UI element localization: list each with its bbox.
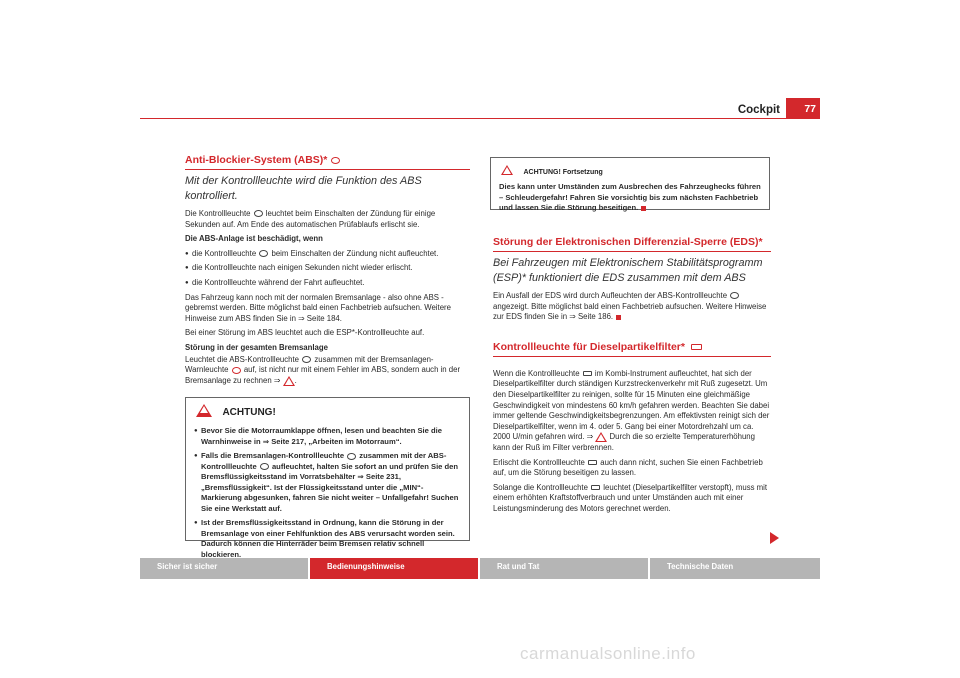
abs-heading [185, 154, 470, 170]
list-item: ● die Kontrollleuchte während der Fahrt aufleuchtet. [185, 278, 470, 289]
next-page-arrow-icon[interactable] [770, 532, 779, 544]
eds-subheading: Bei Fahrzeugen mit Elektronischem Stabilitätsprogramm (ESP)* funktioniert die EDS zusammen mit dem ABS [493, 257, 763, 284]
dpf-heading-text: Kontrollleuchte für Dieselpartikelfilter* [493, 340, 685, 353]
list-item [194, 451, 461, 514]
brake-warning-icon [232, 367, 241, 374]
abs-subheading: Mit der Kontrollleuchte wird die Funktion des ABS kontrolliert. [185, 175, 422, 202]
abs-icon [259, 250, 268, 257]
text: Erlischt die Kontrollleuchte [493, 457, 585, 467]
abs-icon [260, 463, 269, 470]
dpf-para-3 [493, 483, 771, 515]
list-item: ● Ist der Bremsflüssigkeitsstand in Ordnung, kann die Störung in der Bremsanlage von einer Fehlfunktion des ABS verursacht worden sein. Dadurch können die Hinterräder beim Bremsen relativ schnell blockieren. [194, 518, 461, 560]
footer-tab-rat[interactable] [480, 558, 648, 579]
text: Dies kann unter Umständen zum Ausbrechen des Fahrzeughecks führen – Schleudergefahr! Fahren Sie vorsichtig bis zum nächsten Fachbetrieb und lassen Sie die Störung beseitigen. [499, 182, 761, 212]
warning-title: ACHTUNG! [222, 407, 276, 418]
header-rule [140, 118, 820, 119]
abs-icon [254, 210, 263, 217]
dpf-icon [691, 344, 702, 350]
text: Durch die so erzielte Temperaturerhöhung kann der Ruß im Filter verbrennen. [493, 432, 755, 452]
text: Leuchtet die ABS-Kontrollleuchte [185, 354, 299, 364]
abs-para-1 [185, 209, 470, 230]
text: zusammen mit der ABS-Kontrollleuchte [201, 451, 447, 471]
warning-triangle-icon [196, 404, 212, 417]
dpf-icon [591, 485, 600, 490]
warning-triangle-icon [595, 432, 607, 442]
achtung-warning-box [185, 397, 470, 559]
list-item [185, 249, 470, 260]
achtung-continuation-box [490, 157, 770, 210]
page-number: 77 [786, 98, 820, 118]
text: Ein Ausfall der EDS wird durch Aufleuchten der ABS-Kontrollleuchte [493, 291, 728, 300]
brake-warning-icon [347, 453, 356, 460]
warning-triangle-icon [283, 376, 295, 386]
dpf-para-2 [493, 458, 771, 479]
abs-defect-label: Die ABS-Anlage ist beschädigt, wenn [185, 234, 323, 244]
watermark: carmanualsonline.info [520, 644, 696, 663]
text: Solange die Kontrollleuchte [493, 482, 588, 492]
text: beim Einschalten der Zündung nicht aufleuchtet. [271, 248, 439, 258]
right-column [493, 236, 771, 519]
text: aufleuchtet, halten Sie sofort an und prüfen Sie den Bremsflüssigkeitsstand im Vorratsbehälter ⇒ Seite 231, „Bremsflüssigkeit“. Ist der Flüssigkeitsstand unter die „MIN“-Markierung abgesunken, fahren Sie nicht weiter – Unfallgefahr! Suchen Sie eine Werkstatt auf. [201, 461, 459, 513]
footer-tab-bedienung[interactable] [310, 558, 478, 579]
abs-defect-list [185, 249, 470, 289]
footer-tab-label: Sicher ist sicher [157, 562, 218, 571]
text: angezeigt. Bitte möglichst bald einen Fachbetrieb aufsuchen. Weitere Hinweise zur EDS finden Sie in ⇒ Seite 186. [493, 301, 767, 322]
text: Wenn die Kontrollleuchte [493, 368, 580, 378]
warning-header [491, 158, 769, 179]
warning-triangle-icon [501, 165, 513, 175]
dpf-icon [583, 371, 592, 376]
footer-tab-label: Rat und Tat [497, 562, 540, 571]
warning-title: ACHTUNG! Fortsetzung [523, 169, 603, 176]
abs-icon [302, 356, 311, 363]
abs-warning-icon [331, 157, 340, 164]
end-mark [641, 206, 646, 211]
page-header-title: Cockpit [737, 104, 780, 116]
left-column [185, 154, 470, 390]
text: leuchtet (Dieselpartikelfilter verstopft), muss mit einem erhöhten Kraftstoffverbrauch und unter Umständen auch mit einer Leistungsminderung des Motors gerechnet werden. [493, 482, 768, 513]
abs-para-2: Das Fahrzeug kann noch mit der normalen Bremsanlage - also ohne ABS - gebremst werden. Bitte möglichst bald einen Fachbetrieb aufsuchen. Weitere Hinweise zum ABS finden Sie in ⇒ Seite 184. [185, 292, 451, 323]
warning-header [186, 398, 469, 420]
text: im Kombi-Instrument aufleuchtet, hat sich der Dieselpartikelfilter durch ständigen Kurzstreckenverkehr mit Ruß zugesetzt. Um den Dieselpartikelfilter zu reinigen, sollte für 15 Minuten eine gleichmäßige Geschwindigkeit von mindestens 60 km/h gefahren werden. Beachten Sie dabei immer geltende Geschwindigkeitsbegrenzungen. Am effektivsten reinigt sich der Dieselpartikelfilter, wenn im 4. oder 5. Gang bei einer Motordrehzahl um ca. 2000 U/min gefahren wird. ⇒ [493, 368, 770, 442]
list-item: ● Bevor Sie die Motorraumklappe öffnen, lesen und beachten Sie die Warnhinweise in ⇒ Seite 217, „Arbeiten im Motorraum“. [194, 426, 461, 447]
end-mark [616, 315, 621, 320]
footer-tab-label: Bedienungshinweise [327, 562, 405, 571]
abs-heading-text: Anti-Blockier-System (ABS)* [185, 154, 328, 166]
footer-tab-sicher[interactable] [140, 558, 308, 579]
text: zusammen mit der Bremsanlagen-Warnleuchte [185, 354, 434, 375]
footer-tab-technische[interactable] [650, 558, 820, 579]
dpf-para-1 [493, 369, 771, 454]
warning-list [186, 424, 469, 570]
footer-tab-label: Technische Daten [667, 562, 734, 571]
total-failure-label: Störung in der gesamten Bremsanlage [185, 342, 328, 352]
list-item: ● die Kontrollleuchte nach einigen Sekunden nicht wieder erlischt. [185, 263, 470, 274]
text: auf, ist nicht nur mit einem Fehler im ABS, sondern auch in der Bremsanlage zu rechnen ⇒ [185, 365, 461, 385]
warning-body [491, 179, 769, 220]
text: leuchtet beim Einschalten der Zündung für einige Sekunden auf. Am Ende des automatischen Prüfablaufs erlischt sie. [185, 209, 436, 229]
dpf-heading [493, 341, 771, 357]
text: Die Kontrollleuchte [185, 209, 251, 218]
eds-para [493, 291, 771, 323]
eds-heading: Störung der Elektronischen Differenzial-Sperre (EDS)* [493, 236, 771, 252]
footer-nav [140, 558, 820, 579]
abs-icon [730, 292, 739, 299]
text: die Kontrollleuchte [192, 248, 257, 258]
text: Falls die Bremsanlagen-Kontrollleuchte [201, 451, 345, 460]
dpf-icon [588, 460, 597, 465]
abs-para-3: Bei einer Störung im ABS leuchtet auch die ESP*-Kontrollleuchte auf. [185, 328, 425, 338]
text: auch dann nicht, suchen Sie einen Fachbetrieb auf, um die Störung beseitigen zu lassen. [493, 457, 763, 478]
abs-para-4: Leuchtet die ABS-Kontrollleuchte zusammen mit der Bremsanlagen-Warnleuchte auf, ist nicht nur mit einem Fehler im ABS, sondern auch in der Bremsanlage zu rechnen ⇒ . [185, 354, 461, 385]
